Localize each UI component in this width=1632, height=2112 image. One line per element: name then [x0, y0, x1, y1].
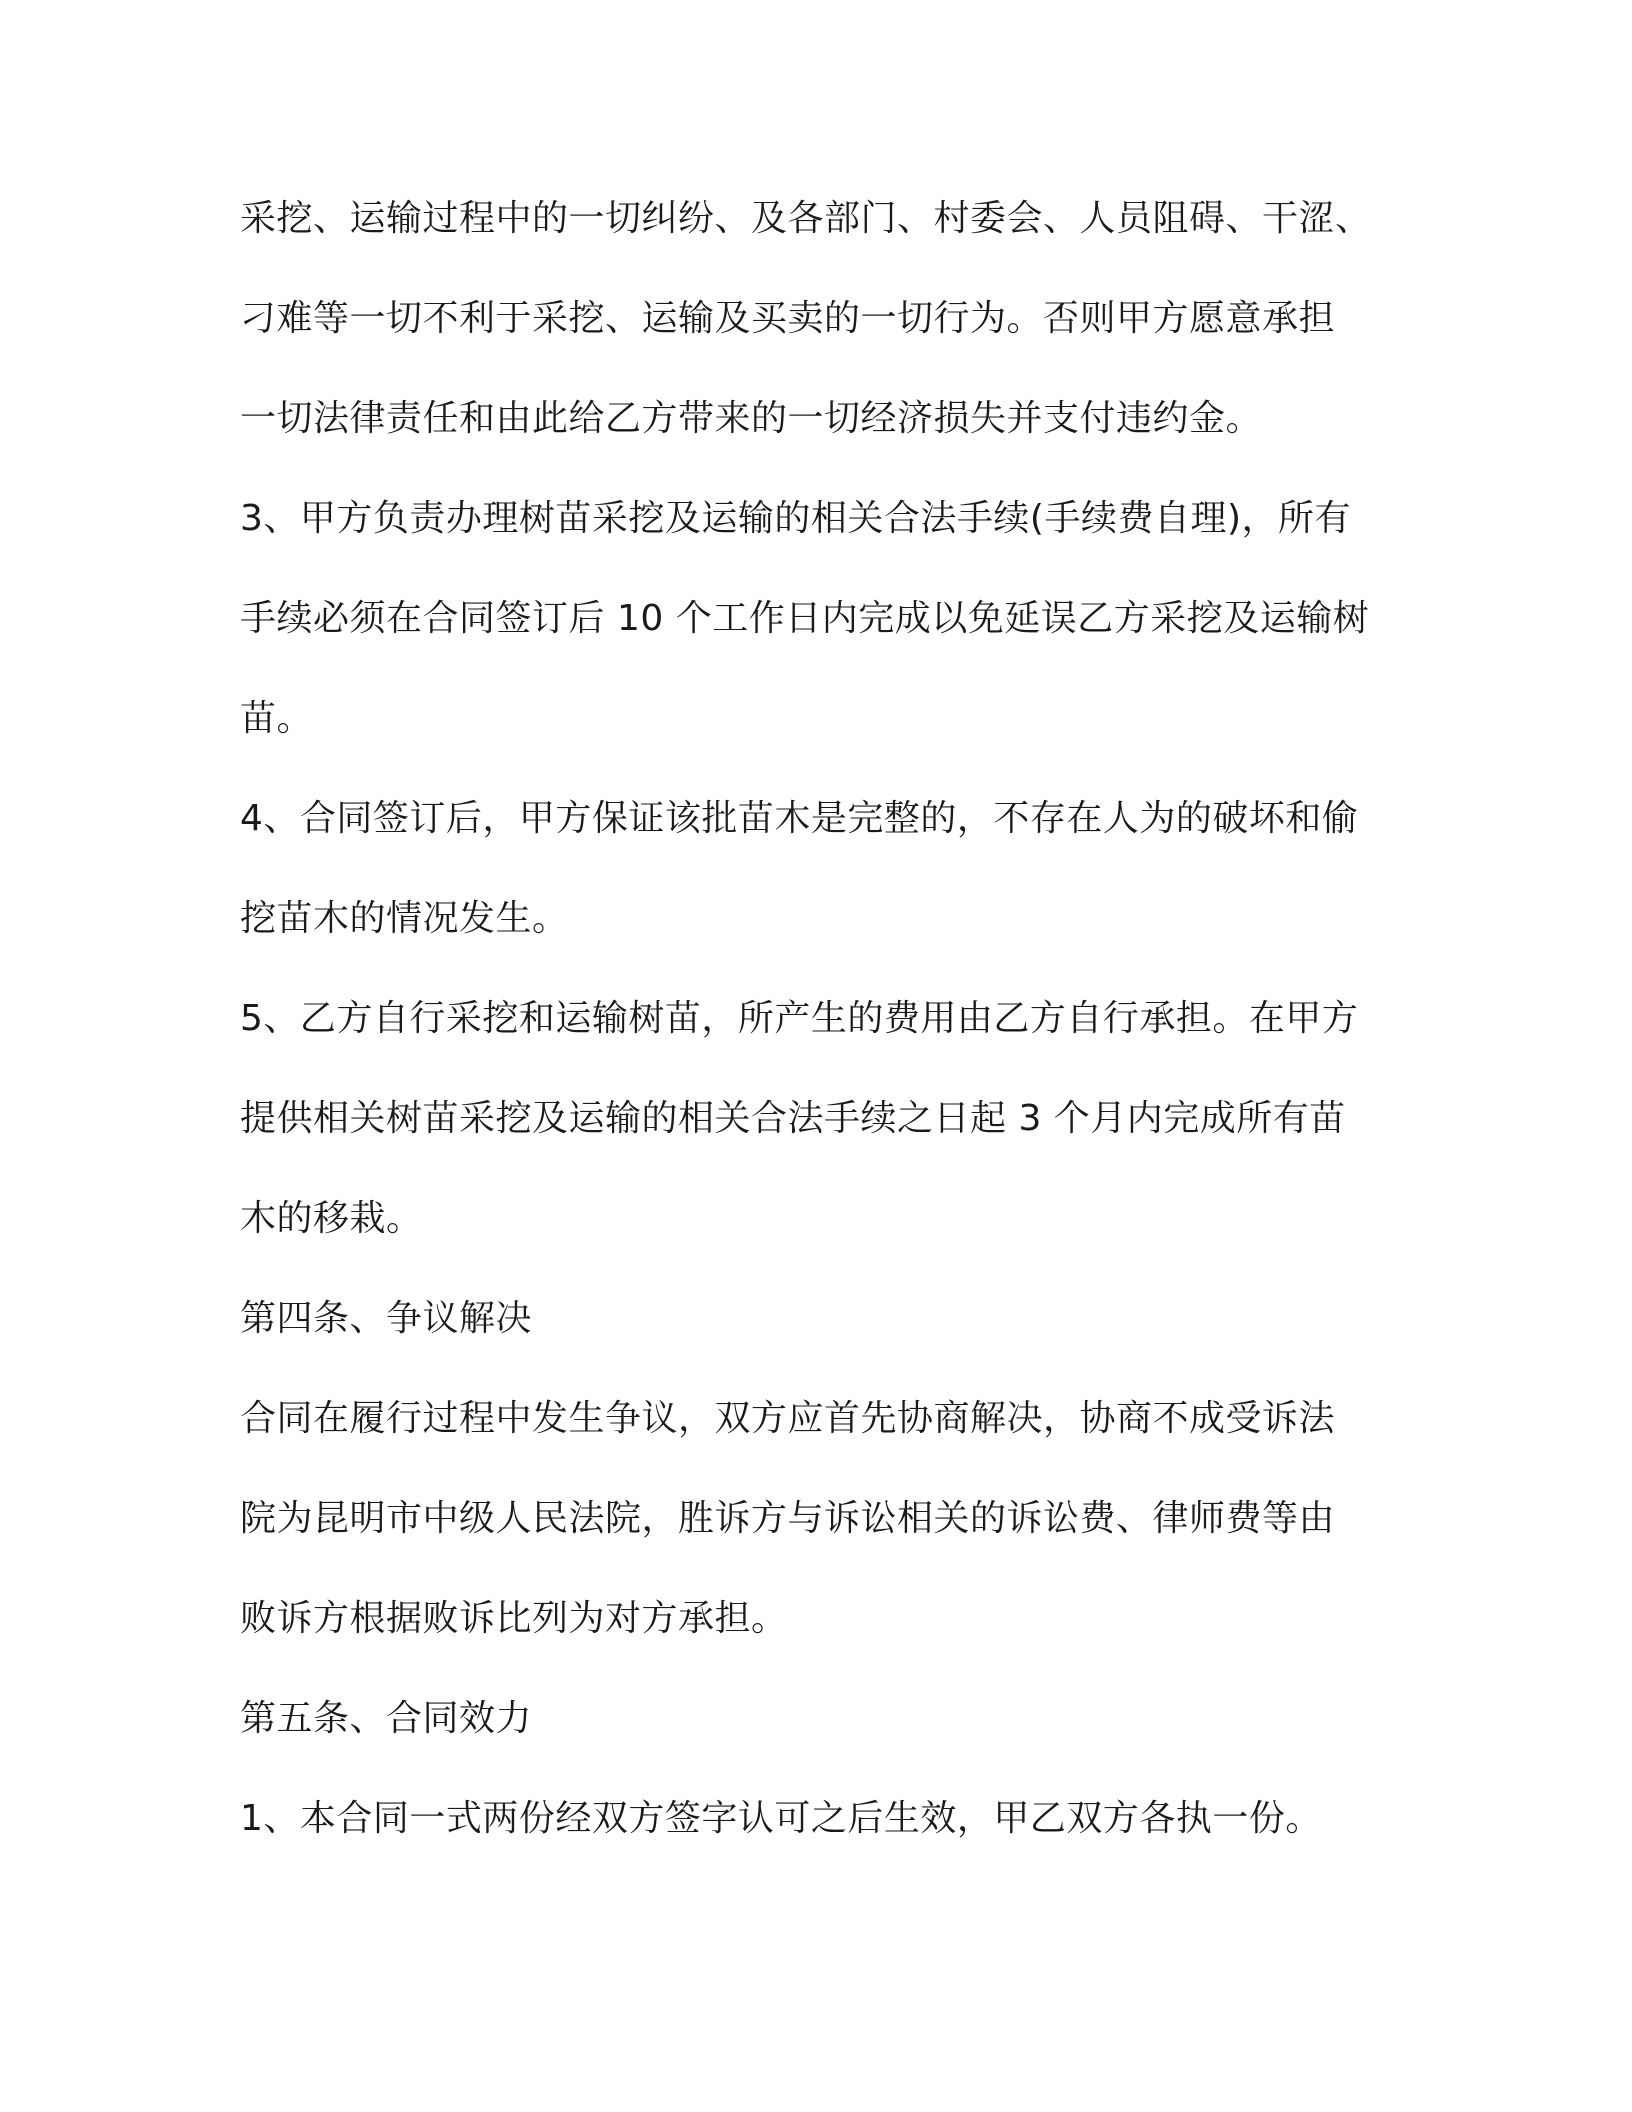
text-line: 合同在履行过程中发生争议，双方应首先协商解决，协商不成受诉法	[240, 1398, 1336, 1439]
text-line: 挖苗木的情况发生。	[240, 898, 569, 939]
article-5-heading: 第五条、合同效力	[240, 1698, 533, 1739]
text-line: 院为昆明市中级人民法院，胜诉方与诉讼相关的诉讼费、律师费等由	[240, 1498, 1336, 1539]
text-line: 木的移栽。	[240, 1198, 423, 1239]
text-line: 采挖、运输过程中的一切纠纷、及各部门、村委会、人员阻碍、干涩、	[240, 198, 1372, 239]
clause-5-line: 5、乙方自行采挖和运输树苗，所产生的费用由乙方自行承担。在甲方	[240, 998, 1359, 1039]
clause-3-line: 3、甲方负责办理树苗采挖及运输的相关合法手续(手续费自理)，所有	[240, 498, 1351, 539]
text-line: 刁难等一切不利于采挖、运输及买卖的一切行为。否则甲方愿意承担	[240, 298, 1336, 339]
clause-4-line: 4、合同签订后，甲方保证该批苗木是完整的，不存在人为的破坏和偷	[240, 798, 1359, 839]
text-line: 苗。	[240, 698, 314, 739]
article-4-heading: 第四条、争议解决	[240, 1298, 533, 1339]
text-line: 一切法律责任和由此给乙方带来的一切经济损失并支付违约金。	[240, 398, 1263, 439]
clause-1-line: 1、本合同一式两份经双方签字认可之后生效，甲乙双方各执一份。	[240, 1798, 1322, 1839]
text-line: 提供相关树苗采挖及运输的相关合法手续之日起 3 个月内完成所有苗	[240, 1098, 1346, 1139]
text-line: 败诉方根据败诉比列为对方承担。	[240, 1598, 788, 1639]
text-line: 手续必须在合同签订后 10 个工作日内完成以免延误乙方采挖及运输树	[240, 598, 1370, 639]
